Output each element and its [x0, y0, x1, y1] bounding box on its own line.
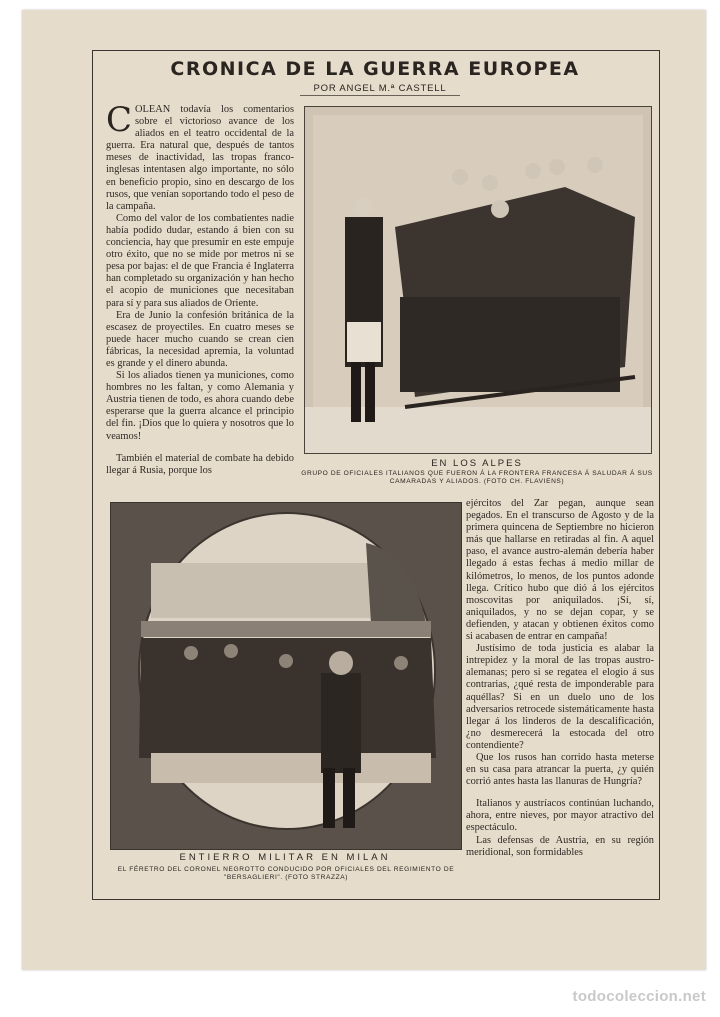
photo-military-funeral [110, 502, 462, 850]
paragraph-4: Si los aliados tienen ya municiones, como hombres no les faltan, y como Alemania y Austria tienen de todo, es ahora cuando debe esperarse que la guerra alcance el principio del fin. ¡Dios que lo quiera y nosotros que lo veamos! [106, 370, 294, 442]
watermark-logo: todocoleccion.net [572, 988, 706, 1005]
paragraph-6: ejércitos del Zar pegan, aunque sean pegados. En el transcurso de Agosto y de la primera quincena de Septiembre no hicieron más que hallarse en retiradas al fin. A aquel paso, el avance austro-alemán debería haber llegado á estas fechas á medio millar de kilómetros, lo menos, de los puntos adonde llega. Crítico hubo que dió á los ejércitos moscovitas por aniquilados. ¡Sí, sí, aniquilados, y no se dejan copar, y se defienden, y atacan y obtienen éxitos como si acabasen de entrar en campaña! [466, 498, 654, 643]
drop-cap: C [106, 104, 133, 140]
photo-top-caption: GRUPO DE OFICIALES ITALIANOS QUE FUERON Á LA FRONTERA FRANCESA Á SALUDAR Á SUS CAMARADAS Y ALIADOS. (FOTO CH. FLAVIENS) [301, 470, 653, 486]
paragraph-9: Italianos y austríacos continúan luchando, ahora, entre nieves, por mayor atractivo del espectáculo. [466, 798, 654, 834]
paragraph-7: Justísimo de toda justicia es alabar la intrepidez y la moral de las tropas austro-alemanas; pero si se regatea el elogio á sus contrarias, ¿qué resta de imponderable para aquéllas? Si en un duelo uno de los adversarios retrocede sistemáticamente hasta llegar á los linderos de la descalificación, ¿no desmerecerá la estocada del otro contendiente? [466, 643, 654, 751]
paragraph-3: Era de Junio la confesión británica de la escasez de proyectiles. En cuatro meses se puede hacer mucho cuando se crean cien fábricas, la necesidad apremia, la voluntad es grande y el dinero abunda. [106, 309, 294, 369]
paragraph-2: Como del valor de los combatientes nadie había podido dudar, estando á bien con su conciencia, hay que presumir en este empuje otro éxito, que no se mide por metros ni se pesa por bajas: el de que Francia é Inglaterra han completado su organización y han hecho el acopio de municiones que necesitaban para sí y para sus aliados de Oriente. [106, 212, 294, 309]
photo-officers-alps-image [305, 107, 651, 453]
article-byline: POR ANGEL M.ª CASTELL [300, 83, 460, 96]
paragraph-1: COLEAN todavía los comentarios sobre el victorioso avance de los aliados en el teatro occidental de la guerra. Era natural que, después de tantos meses de inactividad, las tropas franco-inglesas intentasen algo importante, no sólo en beneficio propio, sino en descargo de los rusos, que venían soportando todo el peso de la campaña. [106, 104, 294, 212]
paragraph-5: También el material de combate ha debido llegar á Rusia, porque los [106, 452, 294, 476]
photo-officers-alps [304, 106, 652, 454]
article-title: CRONICA DE LA GUERRA EUROPEA [170, 58, 580, 80]
photo-bottom-caption: EL FÉRETRO DEL CORONEL NEGROTTO CONDUCIDO POR OFICIALES DEL REGIMIENTO DE "BERSAGLIERI". (FOTO STRAZZA) [117, 866, 455, 882]
article-column-right [466, 498, 654, 892]
photo-military-funeral-image [111, 503, 461, 849]
article-column-left [106, 104, 294, 496]
photo-bottom-title: ENTIERRO MILITAR EN MILAN [179, 852, 391, 863]
paragraph-8: Que los rusos han corrido hasta meterse en su casa para atrancar la puerta, ¿y quién corrió antes hasta las llanuras de Hungría? [466, 751, 654, 788]
photo-top-title: EN LOS ALPES [431, 458, 523, 469]
paragraph-10: Las defensas de Austria, en su región meridional, son formidables [466, 834, 654, 858]
